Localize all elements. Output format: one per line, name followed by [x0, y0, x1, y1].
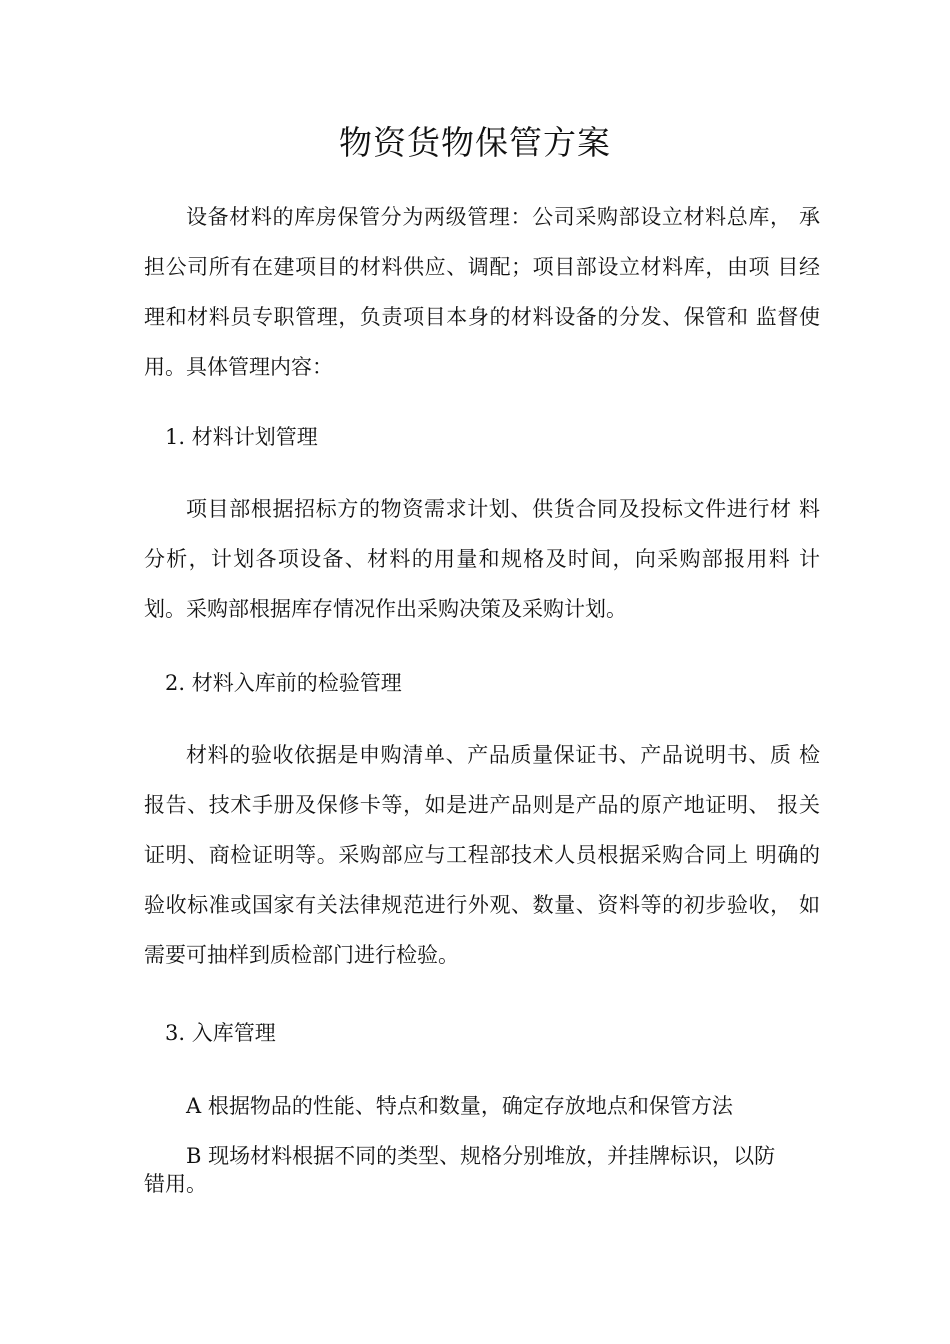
section-2-body: 材料的验收依据是申购清单、产品质量保证书、产品说明书、质 检报告、技术手册及保修卡等，如是进产品则是产品的原产地证明、 报关证明、商检证明等。采购部应与工程部技术人员根据采购合同上 明确的验收标准或国家有关法律规范进行外观、数量、资料等的初步验收， 如需要可抽样到质检部门进行检验。: [144, 743, 820, 967]
section-3-heading: 3. 入库管理: [165, 1021, 276, 1045]
section-1-heading: 1. 材料计划管理: [165, 425, 318, 449]
section-3-item-b-continuation: 错用。: [144, 1172, 207, 1196]
section-3-item-a: A 根据物品的性能、特点和数量，确定存放地点和保管方法: [186, 1094, 733, 1118]
intro-paragraph: 设备材料的库房保管分为两级管理：公司采购部设立材料总库， 承担公司所有在建项目的材料供应、调配；项目部设立材料库，由项 目经理和材料员专职管理，负责项目本身的材料设备的分发、保管和 监督使用。具体管理内容：: [144, 205, 820, 379]
section-1-body: 项目部根据招标方的物资需求计划、供货合同及投标文件进行材 料分析，计划各项设备、材料的用量和规格及时间，向采购部报用料 计划。采购部根据库存情况作出采购决策及采购计划。: [144, 497, 820, 621]
section-3-item-b: B 现场材料根据不同的类型、规格分别堆放，并挂牌标识，以防: [186, 1144, 776, 1168]
document-title: 物资货物保管方案: [339, 123, 611, 162]
section-2-heading: 2. 材料入库前的检验管理: [165, 671, 402, 695]
